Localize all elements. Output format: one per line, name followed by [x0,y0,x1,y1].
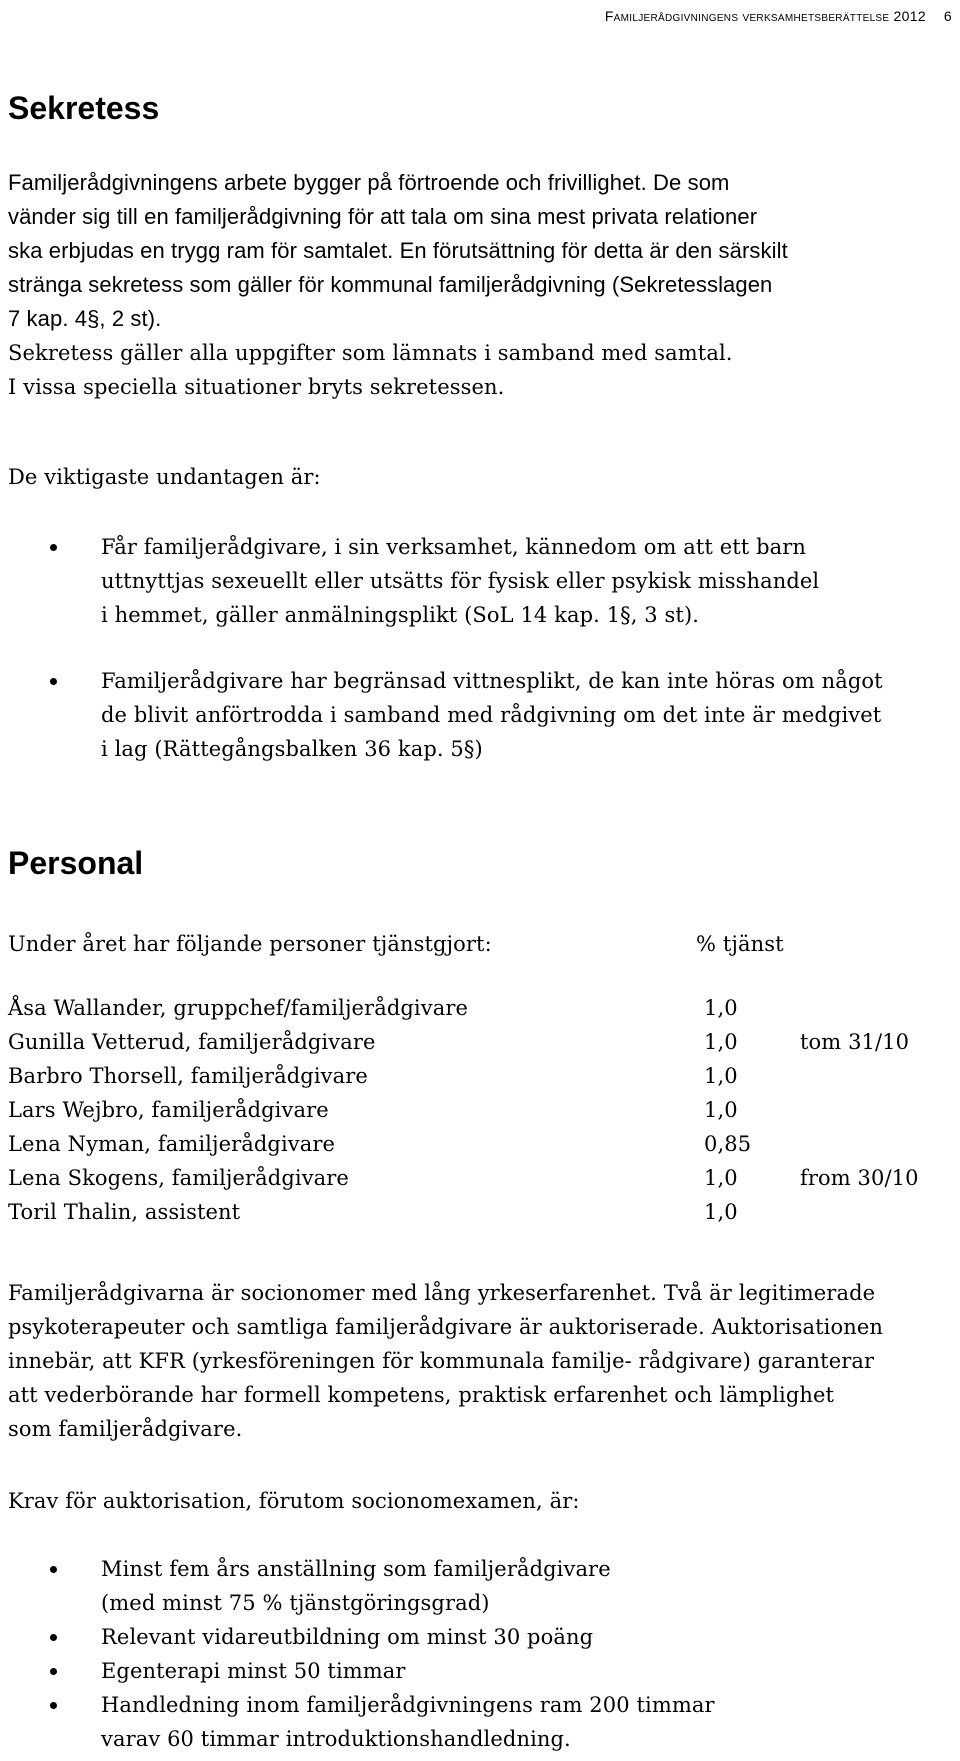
paragraph-line: innebär, att KFR (yrkesföreningen för kommunala familje- rådgivare) garanterar [8,1349,875,1373]
paragraph-line: Sekretess gäller alla uppgifter som lämnats i samband med samtal. [8,341,733,365]
sekretess-paragraph [8,166,958,404]
requirements-intro: Krav för auktorisation, förutom socionomexamen, är: [8,1489,580,1513]
staff-name: Barbro Thorsell, familjerådgivare [8,1064,368,1088]
list-item [0,664,960,766]
list-item [0,530,960,632]
staff-name: Lena Skogens, familjerådgivare [8,1166,349,1190]
staff-name: Gunilla Vetterud, familjerådgivare [8,1030,376,1054]
exceptions-list [0,530,960,766]
bullet-icon [50,1702,57,1709]
bullet-icon [50,1668,57,1675]
paragraph-line: ska erbjudas en trygg ram för samtalet. En förutsättning för detta är den särskilt [8,238,788,263]
staff-name: Lars Wejbro, familjerådgivare [8,1098,329,1122]
list-item-line: Får familjerådgivare, i sin verksamhet, kännedom om att ett barn [101,535,807,559]
list-item-line: uttnyttjas sexeuellt eller utsätts för fysisk eller psykisk misshandel [101,569,820,593]
list-item-line: Handledning inom familjerådgivningens ram 200 timmar [101,1693,715,1717]
bullet-icon [50,678,57,685]
list-item [0,1688,960,1756]
list-item-line: i lag (Rättegångsbalken 36 kap. 5§) [101,737,483,761]
list-item [0,1654,960,1688]
list-item-line: Minst fem års anställning som familjerådgivare [101,1557,611,1581]
list-item-line: varav 60 timmar introduktionshandledning. [101,1727,571,1751]
heading-sekretess: Sekretess [8,90,160,126]
heading-personal: Personal [8,845,144,881]
bullet-icon [50,544,57,551]
paragraph-line: 7 kap. 4§, 2 st). [8,306,162,331]
paragraph-line: som familjerådgivare. [8,1417,243,1441]
requirements-list [0,1552,960,1756]
personal-paragraph [8,1276,958,1446]
staff-name: Toril Thalin, assistent [8,1200,241,1224]
staff-percent: 1,0 [704,1064,738,1088]
page-number: 6 [943,8,952,24]
list-item-line: i hemmet, gäller anmälningsplikt (SoL 14 kap. 1§, 3 st). [101,603,700,627]
exceptions-intro: De viktigaste undantagen är: [8,465,321,489]
list-item-line: Relevant vidareutbildning om minst 30 poäng [101,1625,594,1649]
staff-percent: 1,0 [704,996,738,1020]
list-item-line: (med minst 75 % tjänstgöringsgrad) [101,1591,490,1615]
percent-column-label: % tjänst [696,932,784,956]
staff-table-header [8,927,958,961]
staff-note: tom 31/10 [800,1030,910,1054]
header-title: Familjerådgivningens verksamhetsberättelse 2012 [604,8,926,24]
list-item-line: Familjerådgivare har begränsad vittnesplikt, de kan inte höras om något [101,669,883,693]
staff-percent: 1,0 [704,1200,738,1224]
paragraph-line: Familjerådgivningens arbete bygger på förtroende och frivillighet. De som [8,170,730,195]
staff-note: from 30/10 [800,1166,919,1190]
staff-percent: 0,85 [704,1132,752,1156]
list-item-line: Egenterapi minst 50 timmar [101,1659,406,1683]
staff-percent: 1,0 [704,1098,738,1122]
paragraph-line: stränga sekretess som gäller för kommunal familjerådgivning (Sekretesslagen [8,272,773,297]
paragraph-line: att vederbörande har formell kompetens, praktisk erfarenhet och lämplighet [8,1383,835,1407]
staff-name: Åsa Wallander, gruppchef/familjerådgivare [8,996,468,1020]
list-item [0,1552,960,1620]
paragraph-line: psykoterapeuter och samtliga familjerådgivare är auktoriserade. Auktorisationen [8,1315,883,1339]
staff-table-label: Under året har följande personer tjänstgjort: [8,932,492,956]
paragraph-line: I vissa speciella situationer bryts sekretessen. [8,375,505,399]
paragraph-line: Familjerådgivarna är socionomer med lång yrkeserfarenhet. Två är legitimerade [8,1281,876,1305]
paragraph-line: vänder sig till en familjerådgivning för att tala om sina mest privata relationer [8,204,758,229]
bullet-icon [50,1566,57,1573]
page-header [605,8,952,24]
bullet-icon [50,1634,57,1641]
staff-name: Lena Nyman, familjerådgivare [8,1132,336,1156]
list-item-line: de blivit anförtrodda i samband med rådgivning om det inte är medgivet [101,703,882,727]
list-item [0,1620,960,1654]
staff-percent: 1,0 [704,1030,738,1054]
staff-percent: 1,0 [704,1166,738,1190]
